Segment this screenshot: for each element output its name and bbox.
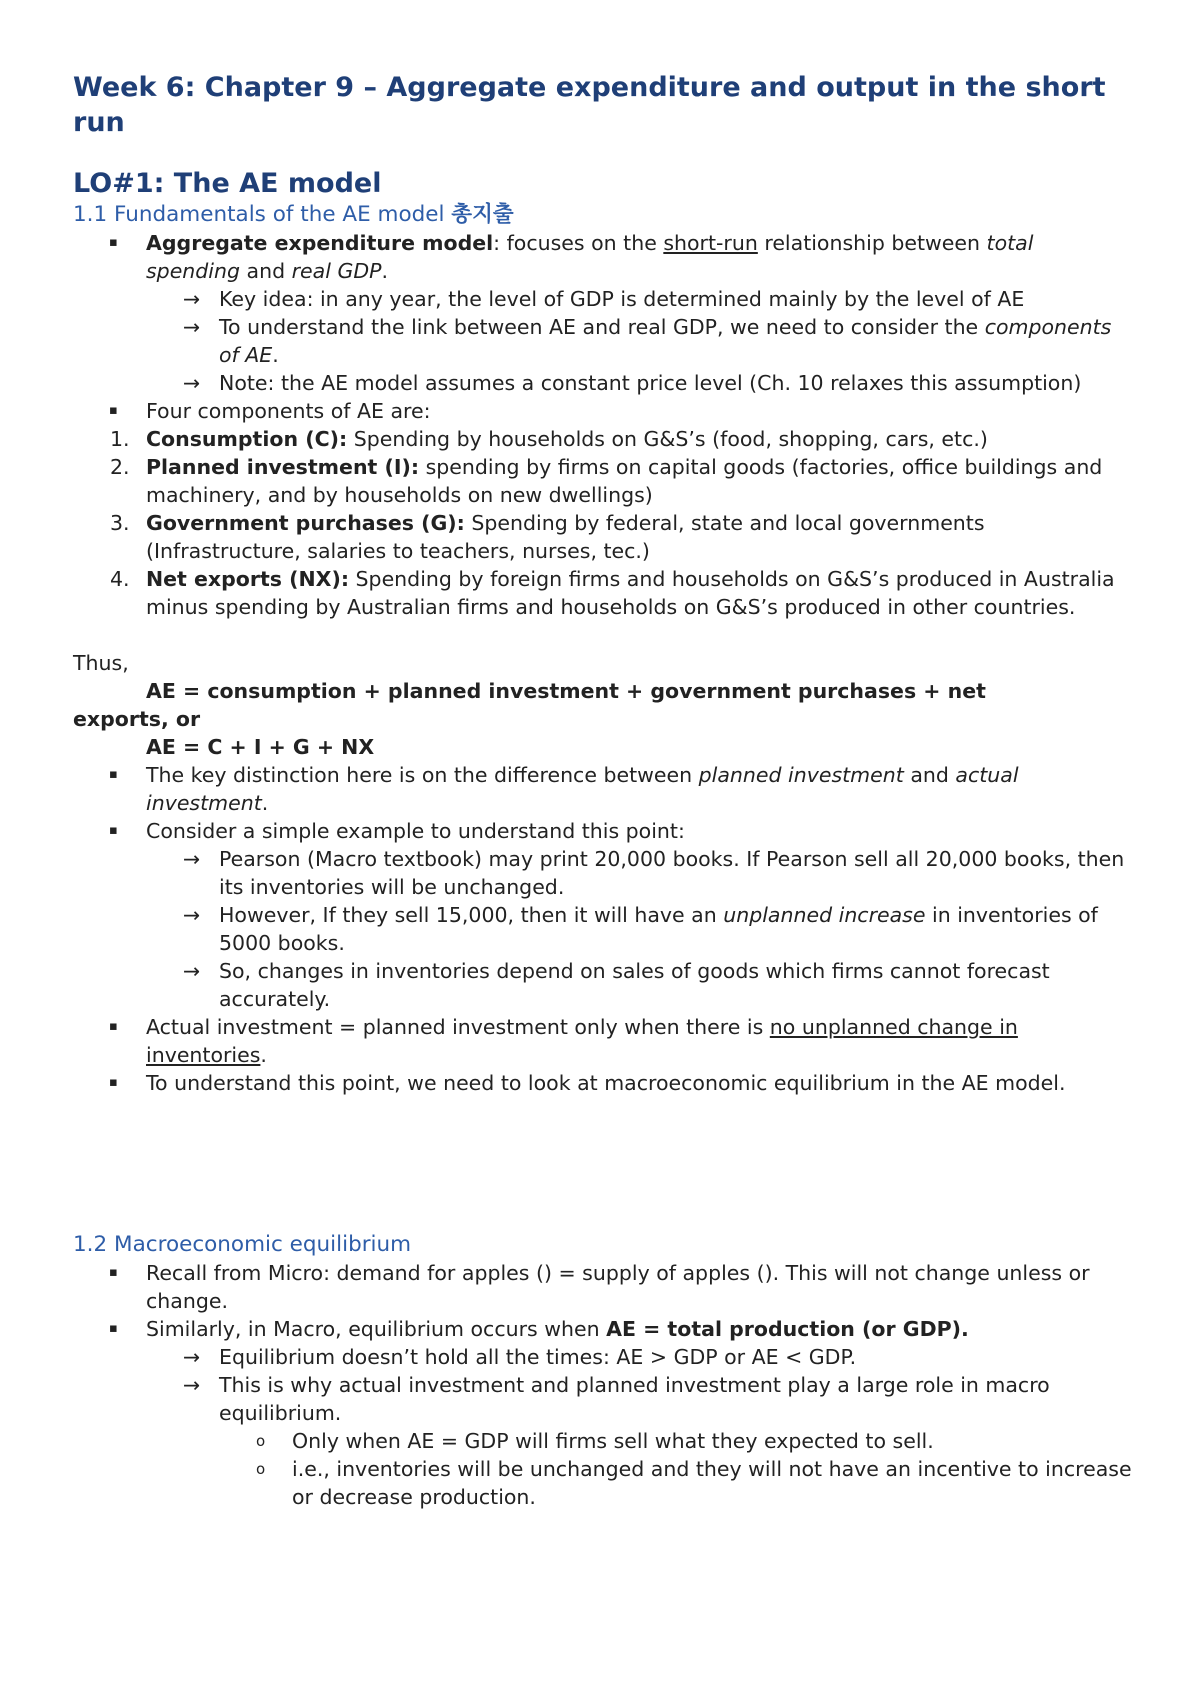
bullet-marker: ▪ (109, 235, 118, 250)
thus-text: Thus, (73, 651, 129, 675)
arrow-marker: → (183, 847, 201, 871)
circle-marker: o (256, 1432, 266, 1450)
arrow-item-investment-role: → This is why actual investment and planned investment play a large role in macro equilibrium. (183, 1373, 1050, 1425)
arrow-item-equilibrium-hold: → Equilibrium doesn’t hold all the times: AE > GDP or AE < GDP. (183, 1345, 857, 1369)
bullet-four-components: ▪ Four components of AE are: (109, 399, 431, 423)
bullet-ae-model: ▪ Aggregate expenditure model: focuses on the short-run relationship between total spending and real GDP. (109, 231, 1034, 283)
document-title: Week 6: Chapter 9 – Aggregate expenditure and output in the short run (73, 72, 1106, 138)
numbered-item-consumption: 1. Consumption (C): Spending by households on G&S’s (food, shopping, cars, etc.) (110, 427, 988, 451)
arrow-marker: → (183, 371, 201, 395)
bullet-marker: ▪ (109, 823, 118, 838)
bullet-marker: ▪ (109, 1321, 118, 1336)
arrow-item-note: → Note: the AE model assumes a constant price level (Ch. 10 relaxes this assumption) (183, 371, 1082, 395)
korean-term: 총지출 (451, 202, 514, 227)
arrow-marker: → (183, 903, 201, 927)
section-1-1-heading: 1.1 Fundamentals of the AE model 총지출 (73, 202, 514, 227)
sub-item-inventories-unchanged: o i.e., inventories will be unchanged and they will not have an incentive to increase or decrease production. (256, 1457, 1132, 1509)
equation-short: AE = C + I + G + NX (146, 735, 375, 759)
arrow-item-pearson: → Pearson (Macro textbook) may print 20,000 books. If Pearson sell all 20,000 books, then its inventories will be unchanged. (183, 847, 1125, 899)
circle-marker: o (256, 1460, 266, 1478)
numbered-item-net-exports: 4. Net exports (NX): Spending by foreign firms and households on G&S’s produced in Australia minus spending by Australian firms and households on G&S’s produced in other countries. (110, 567, 1115, 619)
lo1-heading: LO#1: The AE model (73, 168, 382, 199)
numbered-item-investment: 2. Planned investment (I): spending by firms on capital goods (factories, office buildings and machinery, and by households on new dwellings) (110, 455, 1103, 507)
arrow-item-key-idea: → Key idea: in any year, the level of GDP is determined mainly by the level of AE (183, 287, 1025, 311)
bullet-marker: ▪ (109, 403, 118, 418)
arrow-marker: → (183, 1345, 201, 1369)
bullet-marker: ▪ (109, 1265, 118, 1280)
numbered-item-government: 3. Government purchases (G): Spending by federal, state and local governments (Infrastructure, salaries to teachers, nurses, tec.) (110, 511, 985, 563)
equation-long: AE = consumption + planned investment + government purchases + net (146, 679, 986, 703)
bullet-marker: ▪ (109, 1075, 118, 1090)
arrow-marker: → (183, 287, 201, 311)
arrow-item-components: → To understand the link between AE and real GDP, we need to consider the components of AE. (183, 315, 1112, 367)
document-page (73, 70, 1133, 1511)
equation-long-continued: exports, or (73, 707, 201, 731)
arrow-item-unplanned: → However, If they sell 15,000, then it will have an unplanned increase in inventories of 5000 books. (183, 903, 1098, 955)
bullet-similarly-macro: ▪ Similarly, in Macro, equilibrium occurs when AE = total production (or GDP). (109, 1317, 969, 1341)
arrow-marker: → (183, 315, 201, 339)
bullet-actual-investment: ▪ Actual investment = planned investment only when there is no unplanned change in inventories. (109, 1015, 1018, 1067)
bullet-marker: ▪ (109, 767, 118, 782)
bullet-simple-example: ▪ Consider a simple example to understand this point: (109, 819, 685, 843)
sub-item-only-when: o Only when AE = GDP will firms sell what they expected to sell. (256, 1429, 934, 1453)
bullet-recall-micro: ▪ Recall from Micro: demand for apples () = supply of apples (). This will not change unless or change. (109, 1261, 1090, 1313)
arrow-marker: → (183, 1373, 201, 1397)
bullet-key-distinction: ▪ The key distinction here is on the difference between planned investment and actual investment. (109, 763, 1019, 815)
arrow-marker: → (183, 959, 201, 983)
bullet-marker: ▪ (109, 1019, 118, 1034)
section-1-2-heading: 1.2 Macroeconomic equilibrium (73, 1232, 412, 1257)
arrow-item-inventories: → So, changes in inventories depend on sales of goods which firms cannot forecast accurately. (183, 959, 1050, 1011)
bullet-macro-equilibrium: ▪ To understand this point, we need to look at macroeconomic equilibrium in the AE model. (109, 1071, 1066, 1095)
